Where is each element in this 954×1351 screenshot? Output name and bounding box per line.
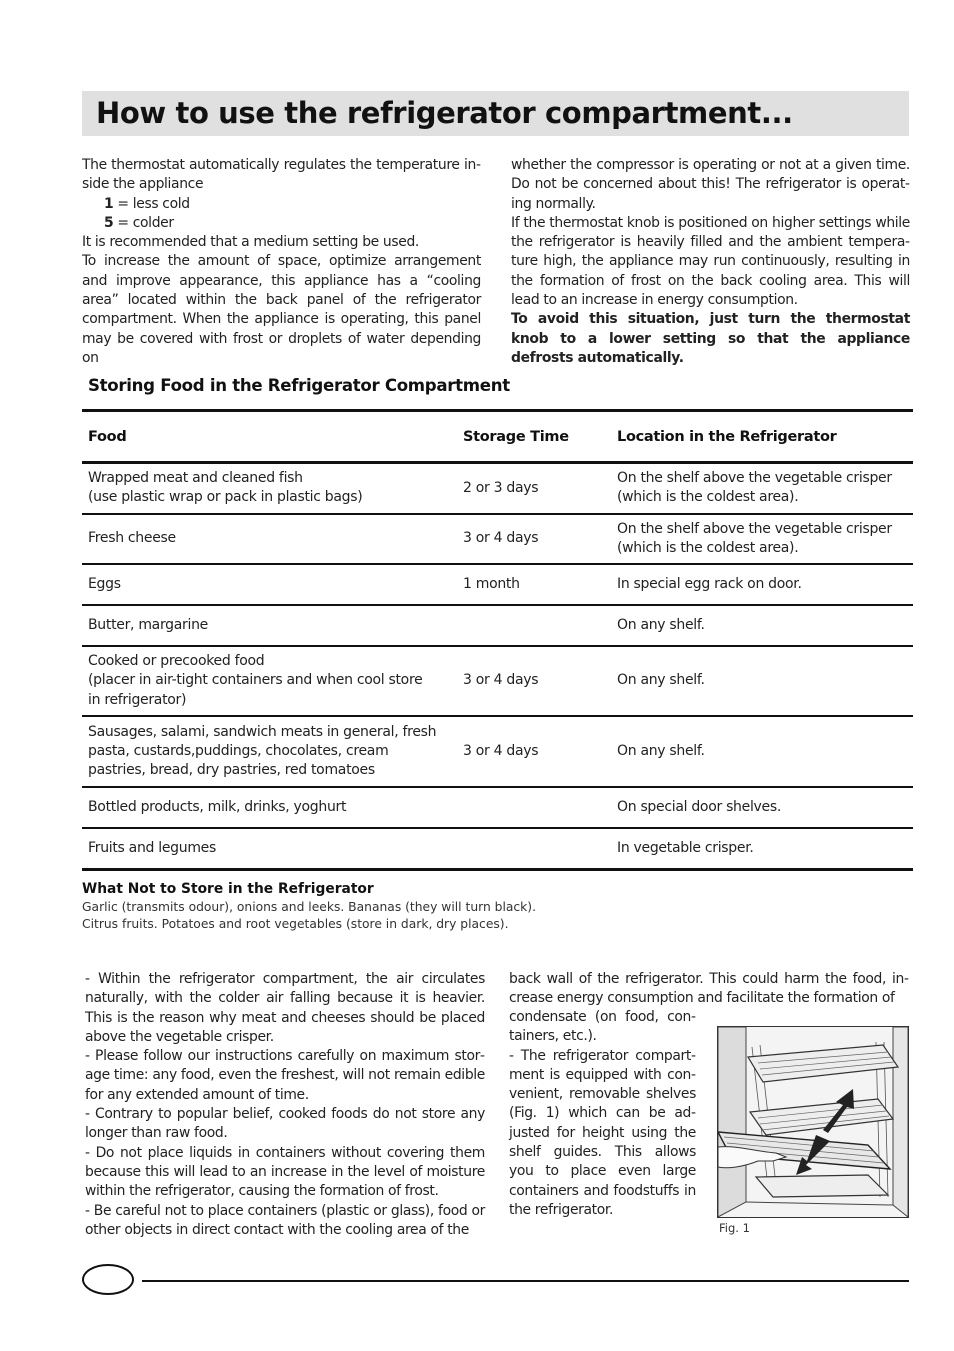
time-cell: 3 or 4 days [457,514,611,565]
location-cell: On special door shelves. [611,787,913,828]
not-store-line: Garlic (transmits odour), onions and leeks. Bananas (they will turn black). [82,900,537,914]
food-cell: Eggs [82,564,457,605]
food-cell: Butter, margarine [82,605,457,646]
table-row [82,787,913,828]
tip-paragraph: - Within the refrigerator compartment, the air circulates naturally, with the colder air falling because it is heavier. This is the reason why meat and cheeses should be placed above the vegetable crisper. [85,971,485,1045]
table-row [82,716,913,787]
time-cell [457,828,611,869]
footer-rule [142,1280,909,1282]
location-cell: On any shelf. [611,716,913,787]
intro-paragraph: It is recommended that a medium setting be used. [82,234,419,251]
location-cell: In special egg rack on door. [611,564,913,605]
header-food: Food [82,411,457,463]
table-row [82,646,913,716]
figure-caption: Fig. 1 [719,1221,750,1235]
tip-paragraph: condensate (on food, containers, etc.). [509,1009,696,1045]
time-cell: 2 or 3 days [457,463,611,514]
intro-paragraph: The thermostat automatically regulates the temperature inside the appliance [82,157,481,193]
table-row [82,828,913,869]
food-cell: Fruits and legumes [82,828,457,869]
tip-paragraph: back wall of the refrigerator. This could harm the food, increase energy consumption and facilitate the formation of [509,971,909,1007]
page-number-oval [82,1264,134,1295]
location-cell: On any shelf. [611,605,913,646]
table-heading: Storing Food in the Refrigerator Compartment [88,376,510,395]
header-location: Location in the Refrigerator [611,411,913,463]
intro-left-column [82,156,481,368]
not-store-line: Citrus fruits. Potatoes and root vegetables (store in dark, dry places). [82,917,509,931]
time-cell: 1 month [457,564,611,605]
location-cell: On the shelf above the vegetable crisper (which is the coldest area). [611,463,913,514]
table-row [82,564,913,605]
intro-paragraph: If the thermostat knob is positioned on higher settings while the refrigerator is heavily filled and the ambient temperature high, the appliance may run continuously, resulting in the formation of frost on the back cooling area. This will lead to an increase in energy consumption. [511,214,910,309]
location-cell: On any shelf. [611,646,913,716]
defrost-warning: To avoid this situation, just turn the thermostat knob to a lower setting so that the appliance defrosts automatically. [511,311,910,366]
bottom-left-column [85,970,485,1240]
bottom-right-narrow-column [509,1008,696,1220]
refrigerator-shelf-illustration [717,1026,909,1218]
time-cell: 3 or 4 days [457,716,611,787]
setting-less-cold: 1 = less cold [104,195,190,212]
table-row [82,463,913,514]
food-cell: Wrapped meat and cleaned fish (use plastic wrap or pack in plastic bags) [82,463,457,514]
setting-colder: 5 = colder [104,214,174,231]
location-cell: On the shelf above the vegetable crisper (which is the coldest area). [611,514,913,565]
food-cell: Bottled products, milk, drinks, yoghurt [82,787,457,828]
intro-paragraph: whether the compressor is operating or not at a given time. Do not be concerned about this! The refrigerator is operating normally. [511,157,910,212]
tip-paragraph: - Contrary to popular belief, cooked foods do not store any longer than raw food. [85,1106,485,1142]
table-row [82,605,913,646]
time-cell [457,787,611,828]
tip-paragraph: - Do not place liquids in containers without covering them because this will lead to an increase in the level of moisture within the refrigerator, causing the formation of frost. [85,1144,485,1200]
tip-paragraph: - Be careful not to place containers (plastic or glass), food or other objects in direct contact with the cooling area of the [85,1202,485,1238]
food-cell: Sausages, salami, sandwich meats in general, fresh pasta, custards,puddings, chocolates, cream pastries, bread, dry pastries, red tomatoes [82,716,457,787]
table-row [82,514,913,565]
bottom-right-column [509,970,909,1009]
what-not-to-store [82,880,682,933]
food-cell: Cooked or precooked food (placer in air-tight containers and when cool store in refrigerator) [82,646,457,716]
header-storage-time: Storage Time [457,411,611,463]
location-cell: In vegetable crisper. [611,828,913,869]
time-cell: 3 or 4 days [457,646,611,716]
shelf-drawing-icon [718,1027,908,1217]
not-store-heading: What Not to Store in the Refrigerator [82,881,374,897]
intro-paragraph: To increase the amount of space, optimize arrangement and improve appearance, this appliance has a “cooling area” located within the back panel of the refrigerator compartment. When the appliance is operating, this panel may be covered with frost or droplets of water depending on [82,253,481,366]
food-cell: Fresh cheese [82,514,457,565]
table-header-row [82,411,913,463]
food-storage-table [82,409,913,871]
title-bar [82,91,909,136]
tip-paragraph: - The refrigerator compartment is equipped with convenient, removable shelves (Fig. 1) which can be adjusted for height using the shelf guides. This allows you to place even large containers and foodstuffs in the refrigerator. [509,1047,696,1218]
tip-paragraph: - Please follow our instructions carefully on maximum storage time: any food, even the freshest, will not remain edible for any extended amount of time. [85,1048,485,1103]
page-title: How to use the refrigerator compartment... [96,96,793,130]
time-cell [457,605,611,646]
intro-right-column [511,156,910,368]
